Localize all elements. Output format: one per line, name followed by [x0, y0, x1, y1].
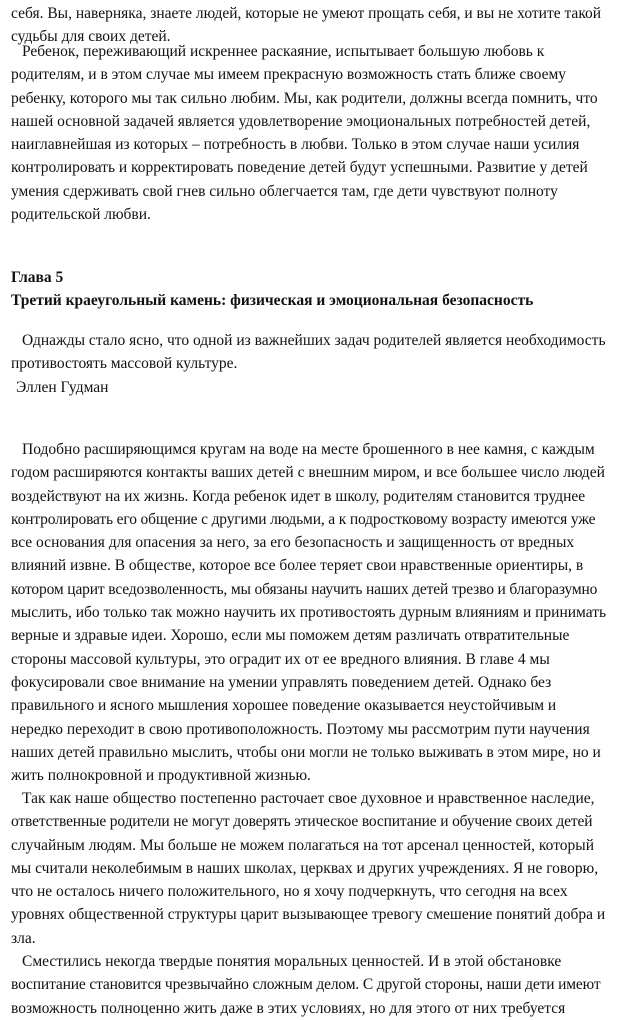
text-line: Подобно расширяющимся кругам на воде на месте брошенного в нее камня, с каждым: [22, 441, 595, 458]
text-line: контролировать и корректировать поведение детей будут успешными. Развитие у детей: [11, 159, 588, 177]
text-line: стороны массовой культуры, это оградит их от ее вредного влияния. В главе 4 мы: [11, 650, 550, 668]
text-line: наших детей правильно мыслить, чтобы они могли не только выживать в этом мире, но и: [11, 743, 601, 761]
text-line: уровнях общественной структуры царит вызывающее тревогу смешение понятий добра и: [11, 906, 606, 924]
text-line: ребенку, которого мы так сильно любим. Мы, как родители, должны всегда помнить, что: [11, 89, 598, 107]
text-line: наиглавнейшая из которых – потребность в любви. Только в этом случае наши усилия: [11, 136, 580, 154]
text-line: случайным людям. Мы больше не можем полагаться на тот арсенал ценностей, который: [11, 836, 594, 854]
text-line: возможность полноценно жить даже в этих условиях, но для этого от них требуется: [11, 999, 566, 1017]
text-line: себя. Вы, наверняка, знаете людей, которые не умеют прощать себя, и вы не хотите такой: [11, 5, 602, 22]
text-line: мы считали неколебимым в наших школах, церквах и других учреждениях. Я не говорю,: [11, 859, 599, 877]
text-line: родительской любви.: [11, 206, 151, 224]
text-line: годом расширяются контакты ваших детей с внешним миром, и все большее число людей: [11, 464, 605, 482]
text-line: нередко переходит в свою противоположность. Поэтому мы рассмотрим пути научения: [11, 720, 590, 738]
text-line: судьбы для своих детей.: [11, 28, 171, 46]
body-paragraph-1: [11, 438, 615, 787]
text-line: ответственные родители не могут доверять этическое воспитание и обучение своих детей: [11, 813, 593, 831]
text-line: зла.: [11, 929, 36, 947]
text-line: Сместились некогда твердые понятия моральных ценностей. И в этой обстановке: [22, 953, 562, 971]
text-line: нашей основной задачей является удовлетворение эмоциональных потребностей детей,: [11, 112, 591, 130]
epigraph: [11, 329, 615, 399]
text-line: верные и здравые идеи. Хорошо, если мы поможем детям различать отвратительные: [11, 627, 570, 645]
epigraph-line: Однажды стало ясно, что одной из важнейших задач родителей является необходимость: [22, 332, 606, 349]
text-line: умения сдерживать свой гнев сильно облегчается там, где дети чувствуют полноту: [11, 182, 558, 200]
text-line: воспитание становится чрезвычайно сложным делом. С другой стороны, наши дети имеют: [11, 976, 601, 994]
chapter-number: Глава 5: [11, 269, 64, 286]
text-line: все основания для опасения за него, за его безопасность и защищенность от вредных: [11, 534, 575, 552]
text-line: мыслить, ибо только так можно научить их противостоять дурным влияниям и принимать: [11, 604, 607, 622]
text-line: Ребенок, переживающий искреннее раскаяние, испытывает большую любовь к: [22, 43, 545, 60]
body-paragraph-3: [11, 950, 615, 1020]
text-line: родителям, и в этом случае мы имеем прекрасную возможность стать ближе своему: [11, 66, 567, 84]
intro-paragraph-2: [11, 40, 615, 226]
body-paragraph-2: [11, 787, 615, 950]
text-line: влияний извне. В обществе, которое все более теряет свои нравственные ориентиры, в: [11, 557, 584, 575]
text-line: воздействуют на их жизнь. Когда ребенок идет в школу, родителям становится труднее: [11, 487, 586, 505]
text-line: фокусировали свое внимание на умении управлять поведением детей. Однако без: [11, 673, 552, 691]
text-line: котором царит вседозволенность, мы обязаны научить наших детей трезво и благоразумно: [11, 580, 598, 598]
text-line: контролировать его общение с другими людьми, а к подростковому возрасту имеются уже: [11, 510, 596, 528]
epigraph-line: противостоять массовой культуре.: [11, 355, 238, 373]
text-line: правильного и ясного мышления хорошее поведение оказывается неустойчивым и: [11, 697, 557, 715]
text-line: что не осталось ничего положительного, но я хочу подчеркнуть, что сегодня на всех: [11, 883, 568, 901]
chapter-heading: [11, 266, 615, 313]
chapter-title: Третий краеугольный камень: физическая и эмоциональная безопасность: [11, 292, 534, 310]
epigraph-author: Эллен Гудман: [16, 378, 109, 396]
text-line: жить полнокровной и продуктивной жизнью.: [11, 767, 311, 785]
text-line: Так как наше общество постепенно расточает свое духовное и нравственное наследие,: [22, 790, 595, 807]
